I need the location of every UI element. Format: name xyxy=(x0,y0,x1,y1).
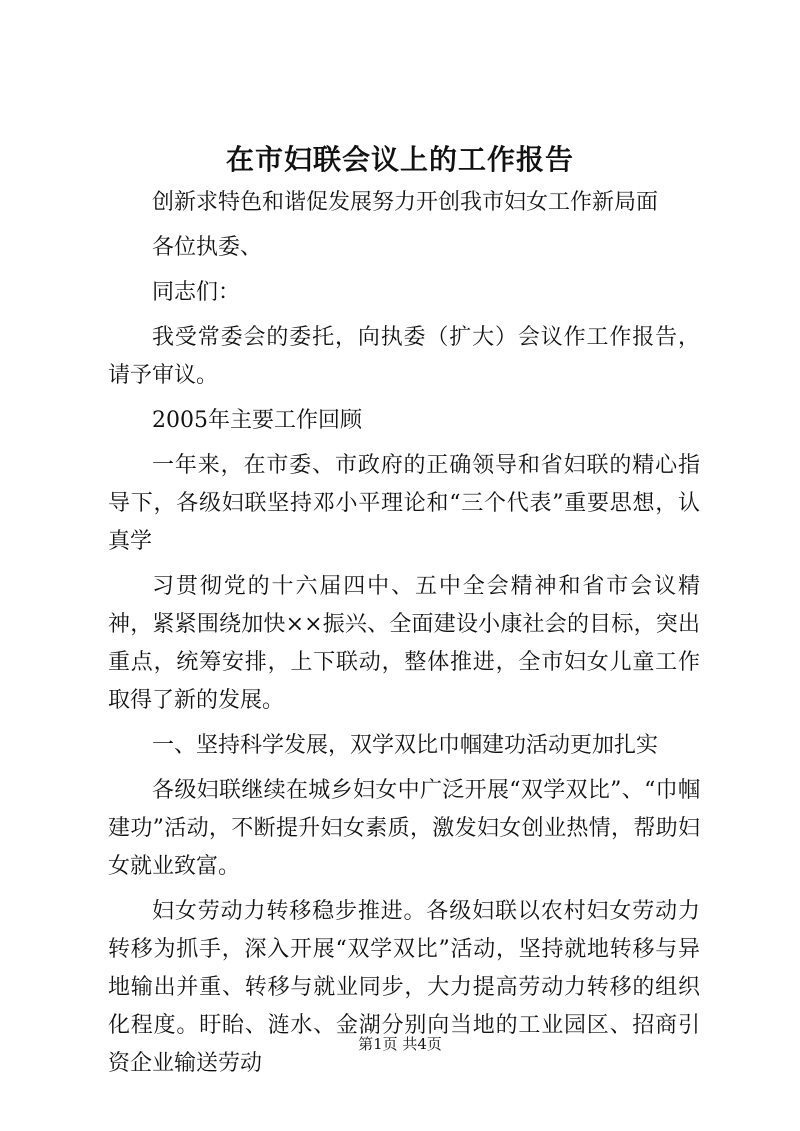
page-number: 第1页 共4页 xyxy=(358,1035,442,1053)
body-paragraph: 我受常委会的委托，向执委（扩大）会议作工作报告，请予审议。 xyxy=(108,325,700,388)
salutation-line: 各位执委、 xyxy=(152,235,263,260)
section-heading: 2005年主要工作回顾 xyxy=(152,408,362,433)
body-paragraph: 妇女劳动力转移稳步推进。各级妇联以农村妇女劳动力转移为抓手，深入开展“双学双比”活动，坚持就地转移与异地输出并重、转移与就业同步，大力提高劳动力转移的组织化程度。盱眙、涟水、金湖分别向当地的工业园区、招商引资企业输送劳动 xyxy=(108,899,700,1076)
document-title: 在市妇联会议上的工作报告 xyxy=(225,143,574,176)
body-paragraph: 习贯彻党的十六届四中、五中全会精神和省市会议精神，紧紧围绕加快××振兴、全面建设小康社会的目标，突出重点，统筹安排，上下联动，整体推进，全市妇女儿童工作取得了新的发展。 xyxy=(108,574,700,713)
document-body xyxy=(108,184,700,1090)
section-heading: 一、坚持科学发展，双学双比巾帼建功活动更加扎实 xyxy=(152,733,659,758)
body-paragraph: 一年来，在市委、市政府的正确领导和省妇联的精心指导下，各级妇联坚持邓小平理论和“三个代表”重要思想，认真学 xyxy=(108,453,700,554)
subtitle-paragraph: 创新求特色和谐促发展努力开创我市妇女工作新局面 xyxy=(152,190,659,215)
salutation-line: 同志们： xyxy=(152,280,241,305)
body-paragraph: 各级妇联继续在城乡妇女中广泛开展“双学双比”、“巾帼建功”活动，不断提升妇女素质，激发妇女创业热情，帮助妇女就业致富。 xyxy=(108,778,700,879)
